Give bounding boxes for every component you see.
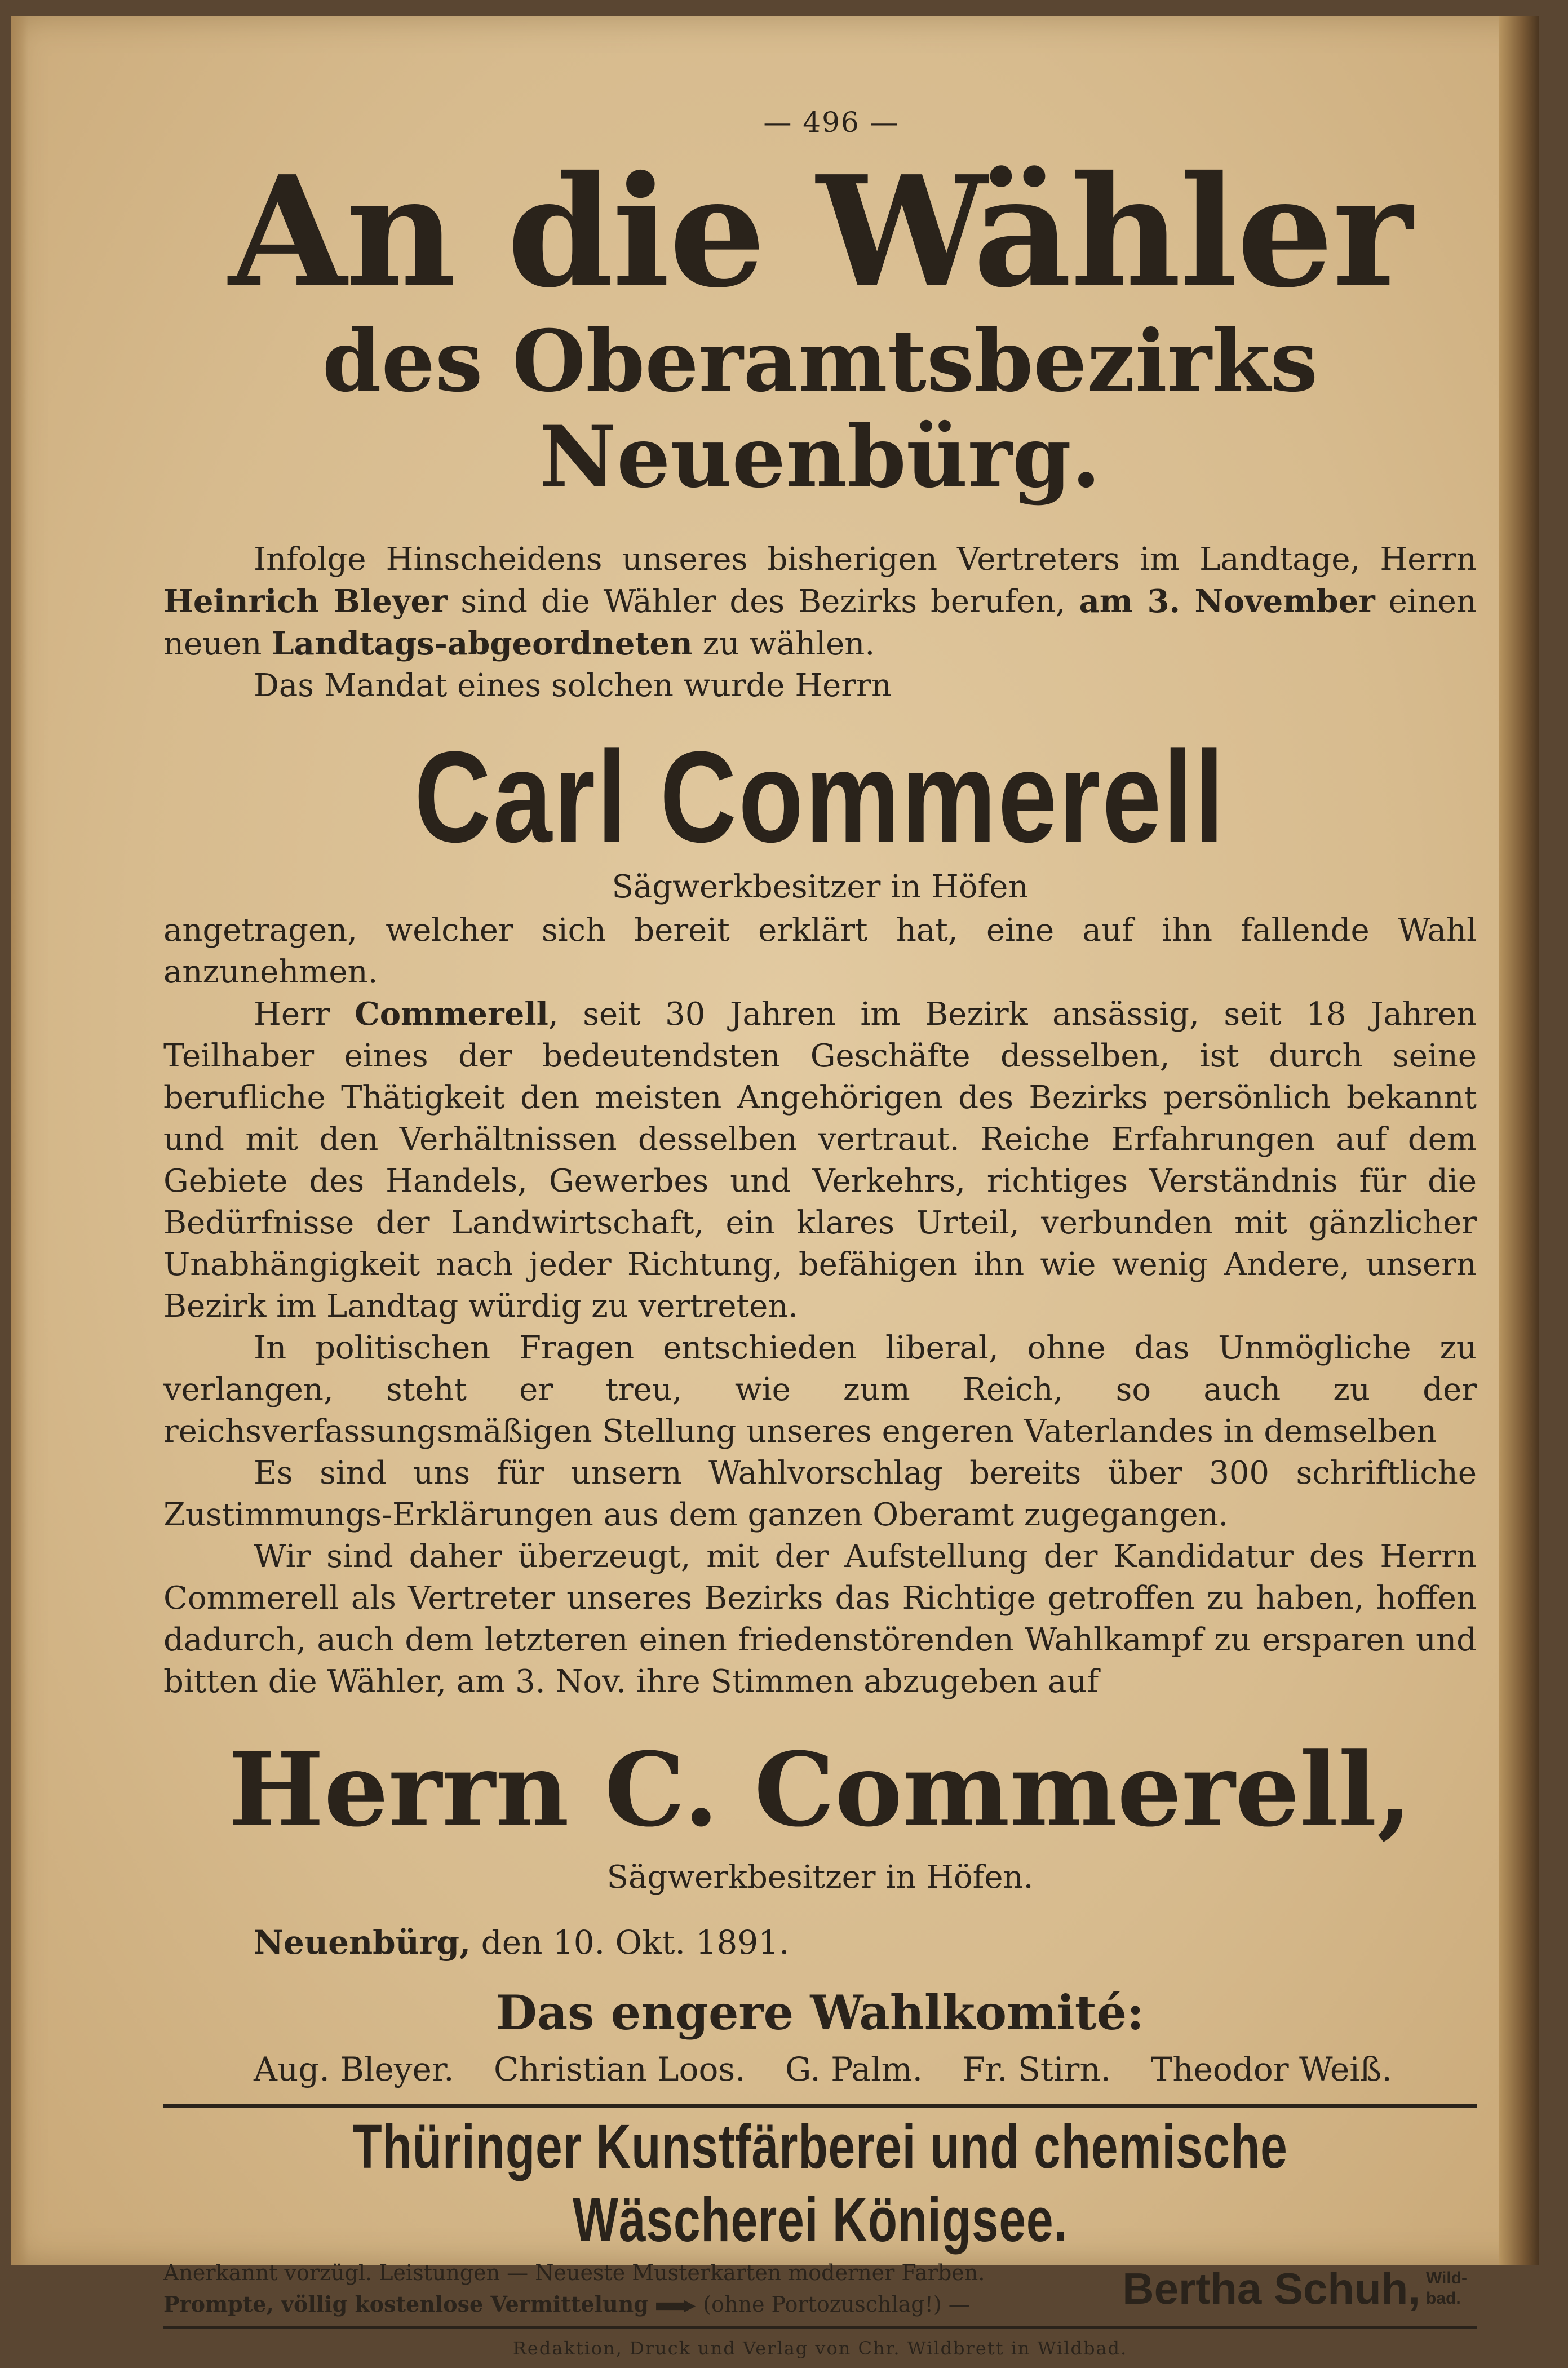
candidate-name-large: Carl Commerell xyxy=(414,724,1226,869)
paragraph-appeal: Wir sind daher überzeugt, mit der Aufstellung der Kandidatur des Herrn Commerell als Vertreter unseres Bezirks das Richtige getroffen zu haben, hoffen dadurch, auch dem letzteren einen friedenstörenden Wahlkampf zu ersparen und bitten die Wähler, am 3. Nov. ihre Stimmen abzugeben auf xyxy=(163,1538,1477,1700)
date: den 10. Okt. 1891. xyxy=(471,1923,790,1962)
page-content xyxy=(163,106,1477,2368)
headline-sub: des Oberamtsbezirks Neuenbürg. xyxy=(322,312,1318,507)
paragraph-biography: Herr Commerell, seit 30 Jahren im Bezirk ansässig, seit 18 Jahren Teilhaber eines der bedeutendsten Geschäfte desselben, ist durch seine berufliche Thätigkeit den meisten Angehörigen des Bezirks persönlich bekannt und mit den Verhältnissen desselben vertraut. Reiche Erfahrungen auf dem Gebiete des Handels, Gewerbes und Verkehrs, richtiges Verständnis für die Bedürfnisse der Landwirtschaft, ein klares Urteil, verbunden mit gänzlicher Unabhängigkeit nach jeder Richtung, befähigen ihn wie wenig Andere, unsern Bezirk im Landtag würdig zu vertreten. xyxy=(163,995,1477,1325)
candidate-name-call: Herrn C. Commerell, xyxy=(228,1730,1412,1849)
committee-member: Christian Loos. xyxy=(494,2050,746,2088)
advertisement-line-2: Prompte, völlig kostenlose Vermittelung (ohne Portozuschlag!) — xyxy=(163,2291,970,2317)
committee-member: Aug. Bleyer. xyxy=(254,2050,454,2088)
place: Neuenbürg, xyxy=(254,1923,471,1962)
agent-name: Bertha Schuh, xyxy=(1122,2263,1420,2313)
place-date-line xyxy=(254,1917,1477,1968)
advertisement-title: Thüringer Kunstfärberei und chemische Wäscherei Königsee. xyxy=(352,2112,1288,2255)
advertisement-text xyxy=(163,2257,985,2320)
divider-rule xyxy=(163,2104,1477,2108)
page-number: — 496 — xyxy=(763,106,900,139)
headline-main: An die Wähler xyxy=(228,142,1412,321)
advertisement-line-1: Anerkannt vorzügl. Leistungen — Neueste Musterkarten moderner Farben. xyxy=(163,2260,985,2285)
candidate-occupation: Sägwerkbesitzer in Höfen xyxy=(612,869,1029,905)
paragraph-intro: Infolge Hinscheidens unseres bisherigen Vertreters im Landtage, Herrn Heinrich Bleyer sind die Wähler des Bezirks berufen, am 3. November einen neuen Landtags-abgeordneten zu wählen. xyxy=(163,541,1477,662)
committee-members xyxy=(163,2047,1477,2092)
imprint: Redaktion, Druck und Verlag von Chr. Wildbrett in Wildbad. xyxy=(512,2338,1128,2359)
paragraph-politics: In politischen Fragen entschieden liberal, ohne das Unmögliche zu verlangen, steht er treu, wie zum Reich, so auch zu der reichsverfassungsmäßigen Stellung unseres engeren Vaterlandes in demselben xyxy=(163,1330,1477,1450)
paragraph-support: Es sind uns für unsern Wahlvorschlag bereits über 300 schriftliche Zustimmungs-Erklärungen aus dem ganzen Oberamt zugegangen. xyxy=(163,1455,1477,1533)
book-binding xyxy=(1499,16,1539,2265)
newspaper-page xyxy=(11,16,1539,2359)
committee-member: G. Palm. xyxy=(785,2050,923,2088)
advertisement-agent xyxy=(1122,2263,1477,2314)
page-edge-shadow xyxy=(11,16,28,2265)
committee-member: Fr. Stirn. xyxy=(962,2050,1111,2088)
paragraph-accept: angetragen, welcher sich bereit erklärt hat, eine auf ihn fallende Wahl anzunehmen. xyxy=(163,912,1477,990)
agent-place: Wild-bad. xyxy=(1426,2269,1468,2308)
committee-member: Theodor Weiß. xyxy=(1150,2050,1392,2088)
pointing-hand-icon xyxy=(656,2300,696,2313)
advertisement-body xyxy=(163,2257,1477,2320)
paragraph-mandate: Das Mandat eines solchen wurde Herrn xyxy=(254,667,892,704)
candidate-occupation-2: Sägwerkbesitzer in Höfen. xyxy=(606,1859,1034,1896)
committee-title: Das engere Wahlkomité: xyxy=(495,1985,1145,2041)
